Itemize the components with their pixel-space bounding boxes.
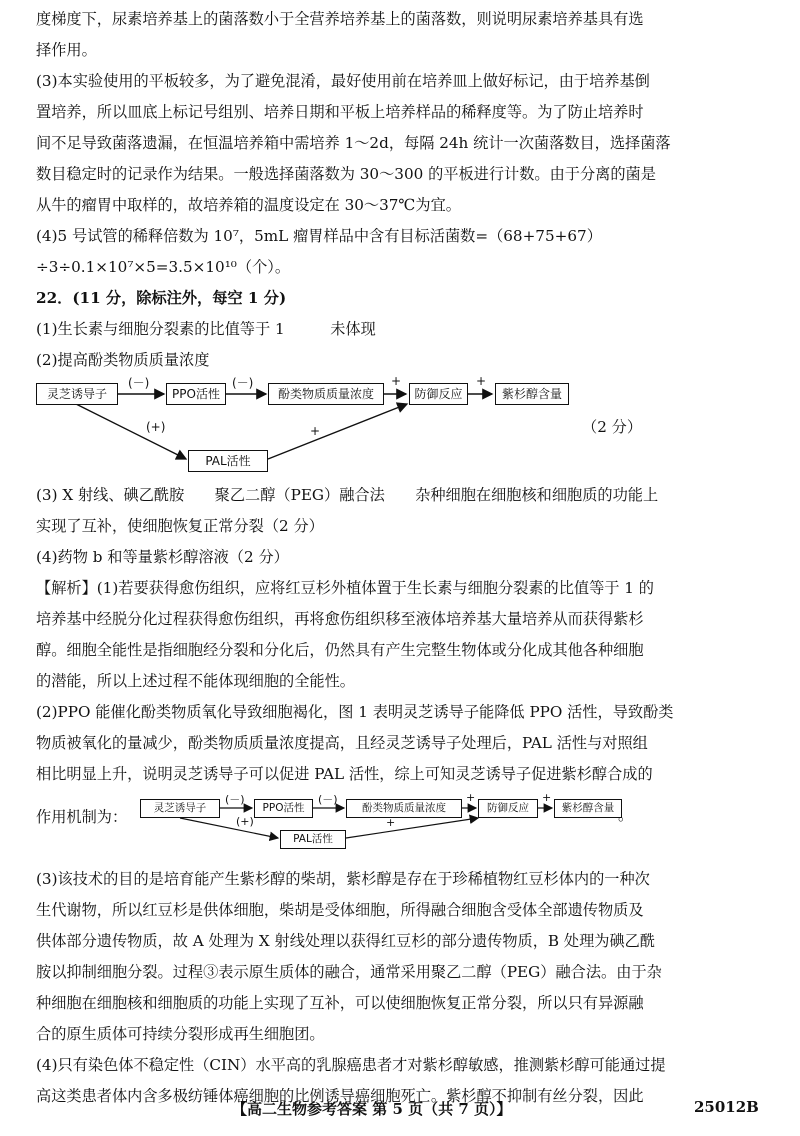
node-ppo-activity: PPO活性 <box>254 799 313 818</box>
end-mark: 。 <box>618 806 634 824</box>
text-line: 胺以抑制细胞分裂。过程③表示原生质体的融合，通常采用聚乙二醇（PEG）融合法。由于杂 <box>36 963 662 981</box>
text-line: 培养基中经脱分化过程获得愈伤组织，再将愈伤组织移至液体培养基大量培养从而获得紫杉 <box>36 610 644 628</box>
text-line: 物质被氧化的量减少，酚类物质质量浓度提高，且经灵芝诱导子处理后，PAL 活性与对照组 <box>36 734 648 752</box>
text-line: 从牛的瘤胃中取样的，故培养箱的温度设定在 30～37℃为宜。 <box>36 196 461 214</box>
text-line: 合的原生质体可持续分裂形成再生细胞团。 <box>36 1025 325 1043</box>
node-defense-response: 防御反应 <box>478 799 538 818</box>
page-footer: 【高二生物参考答案 第 5 页（共 7 页）】 <box>232 1100 512 1118</box>
text-line: 择作用。 <box>36 41 97 59</box>
text-line: 生代谢物，所以红豆杉是供体细胞，柴胡是受体细胞，所得融合细胞含受体全部遗传物质及 <box>36 901 644 919</box>
node-defense-response: 防御反应 <box>409 383 468 405</box>
node-inducer: 灵芝诱导子 <box>140 799 220 818</box>
sign-promote-1: + <box>466 791 476 804</box>
text-line: (3) X 射线、碘乙酰胺 聚乙二醇（PEG）融合法 杂种细胞在细胞核和细胞质的功能上 <box>36 486 659 504</box>
node-inducer: 灵芝诱导子 <box>36 383 118 405</box>
text-line: 【解析】(1)若要获得愈伤组织，应将红豆杉外植体置于生长素与细胞分裂素的比值等于 1 的 <box>36 579 654 597</box>
text-line: (4)5 号试管的稀释倍数为 10⁷，5mL 瘤胃样品中含有目标活菌数=（68+75+67） <box>36 227 602 245</box>
text-line: 22．(11 分，除标注外，每空 1 分) <box>36 289 287 307</box>
node-taxol-content: 紫杉醇含量 <box>554 799 622 818</box>
text-line: 度梯度下，尿素培养基上的菌落数小于全营养培养基上的菌落数，则说明尿素培养基具有选 <box>36 10 644 28</box>
sign-promote-1: + <box>391 374 402 388</box>
node-phenol-concentration: 酚类物质质量浓度 <box>346 799 462 818</box>
text-line: 高这类患者体内含多极纺锤体癌细胞的比例诱导癌细胞死亡。紫杉醇不抑制有丝分裂，因此 <box>36 1087 644 1105</box>
sign-promote-pal: (+) <box>146 420 166 434</box>
text-line: (4)只有染色体不稳定性（CIN）水平高的乳腺癌患者才对紫杉醇敏感，推测紫杉醇可能通过提 <box>36 1056 666 1074</box>
node-pal-activity: PAL活性 <box>188 450 268 472</box>
text-line: 种细胞在细胞核和细胞质的功能上实现了互补，可以使细胞恢复正常分裂，所以只有异源融 <box>36 994 644 1012</box>
text-line: (3)该技术的目的是培育能产生紫杉醇的柴胡，紫杉醇是存在于珍稀植物红豆杉体内的一种次 <box>36 870 650 888</box>
sign-inhibit-2: (－) <box>232 376 254 390</box>
text-line: 作用机制为： <box>36 808 128 826</box>
score-note: （2 分） <box>582 418 643 436</box>
sign-promote-2: + <box>476 374 487 388</box>
text-line: 的潜能，所以上述过程不能体现细胞的全能性。 <box>36 672 355 690</box>
text-line: (4)药物 b 和等量紫杉醇溶液（2 分） <box>36 548 289 566</box>
sign-promote-3: + <box>386 816 396 829</box>
sign-inhibit-1: (－) <box>128 376 150 390</box>
text-line: 置培养，所以皿底上标记号组别、培养日期和平板上培养样品的稀释度等。为了防止培养时 <box>36 103 644 121</box>
text-line: ÷3÷0.1×10⁷×5=3.5×10¹⁰（个）。 <box>36 258 291 276</box>
text-line: 供体部分遗传物质，故 A 处理为 X 射线处理以获得红豆杉的部分遗传物质，B 处理为碘乙酰 <box>36 932 656 950</box>
node-taxol-content: 紫杉醇含量 <box>495 383 569 405</box>
sign-promote-2: + <box>542 791 552 804</box>
text-line: (3)本实验使用的平板较多，为了避免混淆，最好使用前在培养皿上做好标记，由于培养基倒 <box>36 72 650 90</box>
text-line: 数目稳定时的记录作为结果。一般选择菌落数为 30～300 的平板进行计数。由于分离的菌是 <box>36 165 656 183</box>
sign-inhibit-1: (－) <box>225 793 245 806</box>
sign-promote-pal: (+) <box>236 815 254 828</box>
text-line: 相比明显上升，说明灵芝诱导子可以促进 PAL 活性，综上可知灵芝诱导子促进紫杉醇合成的 <box>36 765 653 783</box>
sign-promote-3: + <box>310 424 321 438</box>
text-line: 醇。细胞全能性是指细胞经分裂和分化后，仍然具有产生完整生物体或分化成其他各种细胞 <box>36 641 644 659</box>
sign-inhibit-2: (－) <box>318 793 338 806</box>
text-line: 间不足导致菌落遗漏，在恒温培养箱中需培养 1～2d，每隔 24h 统计一次菌落数目，选择菌落 <box>36 134 671 152</box>
doc-code: 25012B <box>694 1098 759 1116</box>
text-line: (2)PPO 能催化酚类物质氧化导致细胞褐化，图 1 表明灵芝诱导子能降低 PPO 活性，导致酚类 <box>36 703 674 721</box>
node-ppo-activity: PPO活性 <box>166 383 226 405</box>
node-phenol-concentration: 酚类物质质量浓度 <box>268 383 384 405</box>
text-line: (2)提高酚类物质质量浓度 <box>36 351 210 369</box>
node-pal-activity: PAL活性 <box>280 830 346 849</box>
text-line: 实现了互补，使细胞恢复正常分裂（2 分） <box>36 517 324 535</box>
text-line: (1)生长素与细胞分裂素的比值等于 1 未体现 <box>36 320 376 338</box>
